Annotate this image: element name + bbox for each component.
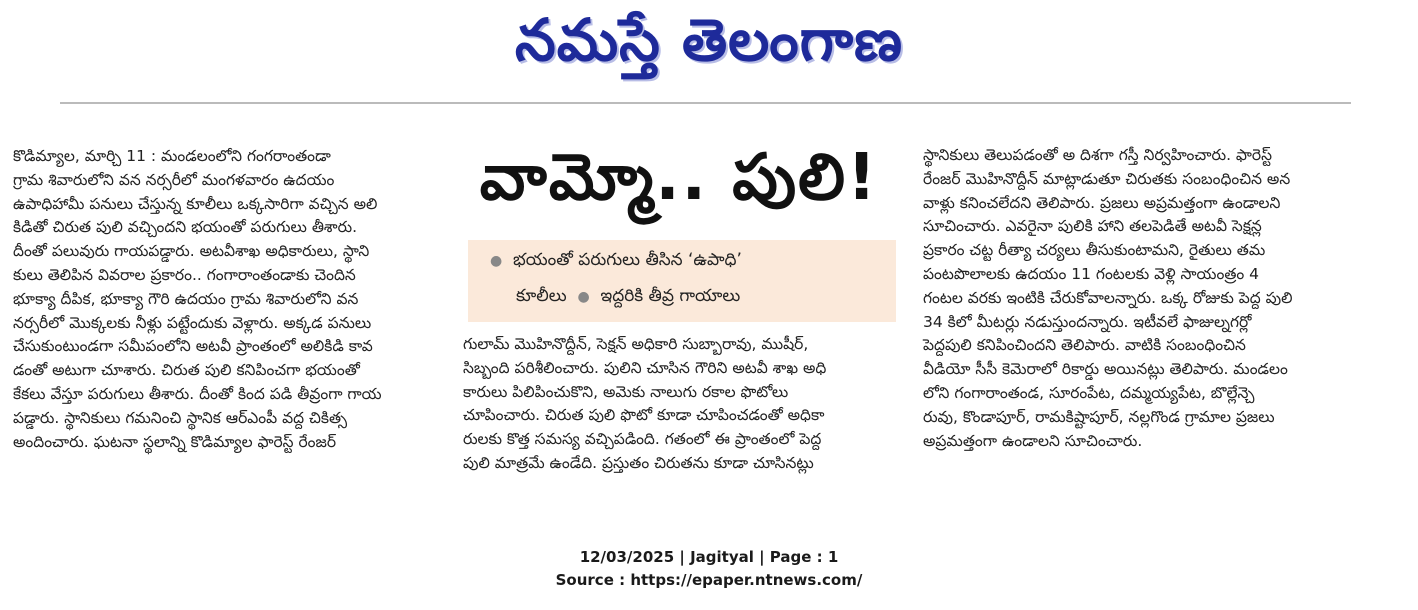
col3-line: పంటపొలాలకు ఉదయం 11 గంటలకు వెళ్లి సాయంత్రం 4 (923, 264, 1260, 283)
subheadline-line-1 (490, 250, 742, 274)
col2-line: రులకు కొత్త సమస్య వచ్చిపడింది. గతంలో ఈ ప్రాంతంలో పెద్ద (463, 430, 822, 449)
col1-line: గ్రామ శివారులోని వన నర్సరీలో మంగళవారం ఉదయం (13, 170, 335, 189)
newspaper-masthead: నమస్తే తెలంగాణ (515, 6, 903, 74)
col3-line: వాళ్లు కనించలేదని తెలిపారు. ప్రజలు అప్రమత్తంగా ఉండాలని (923, 193, 1281, 212)
subheadline-text: భయంతో పరుగులు తీసిన ‘ఉపాధి’ (513, 250, 742, 270)
bullet-icon: ● (577, 289, 590, 305)
col3-line: రువు, కొండాపూర్, రామకిష్టాపూర్, నల్లగొండ గ్రామాల ప్రజలు (923, 407, 1275, 426)
col2-line: పులి మాత్రమే ఉండేది. ప్రస్తుతం చిరుతను కూడా చూసినట్లు (463, 453, 814, 472)
col3-line: గంటల వరకు ఇంటికి చేరుకోవాలన్నారు. ఒక్క రోజుకు పెద్ద పులి (923, 288, 1293, 307)
col1-line: పడ్డారు. స్థానికులు గమనించి స్థానిక ఆర్ఎంపీ వద్ద చికిత్స (13, 408, 347, 427)
col2-line: గులామ్ మొహినొద్దీన్, సెక్షన్ అధికారి సుబ్బారావు, ముషీర్, (463, 335, 809, 353)
col3-line: అప్రమత్తంగా ఉండాలని సూచించారు. (923, 431, 1143, 450)
footer-source-line: Source : https://epaper.ntnews.com/ (555, 571, 863, 589)
col1-line: నర్సరీలో మొక్కలకు నీళ్లు పట్టేందుకు వెళ్లారు. అక్కడ పనులు (13, 313, 372, 332)
col1-line: భూక్యా దీపిక, భూక్యా గౌరి ఉదయం గ్రామ శివారులోని వన (13, 289, 359, 308)
col1-line: ఉపాధిహామీ పనులు చేస్తున్న కూలీలు ఒక్కసారిగా వచ్చిన అలి (13, 194, 378, 213)
col3-line: సూచించారు. ఎవరైనా పులికి హాని తలపెడితే అటవీ సెక్షన్ల (923, 217, 1262, 236)
col1-line: దీంతో పలువురు గాయపడ్డారు. అటవీశాఖ అధికారులు, స్థాని (13, 242, 370, 261)
article-headline: వామ్మో.. పులి! (479, 141, 879, 215)
col2-line: కారులు పిలిపించుకొని, అమెకు నాలుగు రకాల ఫొటోలు (463, 382, 789, 401)
col3-line: పెద్దపులి కనిపించిందని తెలిపారు. వాటికి సంబంధించిన (923, 336, 1246, 355)
masthead-divider (60, 102, 1351, 104)
col1-line: కిడితో చిరుత పులి వచ్చిందని భయంతో పరుగులు తీశారు. (13, 218, 358, 237)
col2-line: సిబ్బంది పరిశీలించారు. పులిని చూసిన గౌరిని అటవీ శాఖ అధి (463, 358, 827, 377)
article-column-3 (923, 144, 1347, 453)
col1-line: కేకలు వేస్తూ పరుగులు తీశారు. దీంతో కింద పడి తీవ్రంగా గాయ (13, 384, 382, 403)
col3-line: 34 కిలో మీటర్లు నడుస్తుందన్నారు. ఇటీవలే ఫాజుల్నగర్లో (923, 312, 1252, 331)
col3-line: లోని గంగారాంతండ, సూరంపేట, దమ్మయ్యపేట, బొల్లేన్చె (923, 383, 1255, 402)
col3-line: ప్రకారం చట్ట రీత్యా చర్యలు తీసుకుంటామని, రైతులు తమ (923, 241, 1266, 260)
subheadline-text: కూలీలు (516, 286, 567, 306)
col1-line: డంతో అటుగా చూశారు. చిరుత పులి కనిపించగా భయంతో (13, 361, 360, 380)
col1-line: కొడిమ్యాల, మార్చి 11 : మండలంలోని గంగరాంతండా (13, 147, 331, 165)
col1-line: చేసుకుంటుండగా సమీపంలోని అటవీ ప్రాంతంలో అలికిడి కావ (13, 337, 373, 356)
subheadline-line-2 (516, 286, 740, 310)
article-column-2 (463, 333, 896, 476)
col3-line: స్థానికులు తెలుపడంతో అ దిశగా గస్తీ నిర్వహించారు. ఫారెస్ట్ (923, 146, 1272, 164)
col2-line: చూపించారు. చిరుత పులి ఫొటో కూడా చూపించడంతో అధికా (463, 406, 825, 425)
bullet-icon: ● (490, 253, 503, 269)
footer-date-line: 12/03/2025 | Jagityal | Page : 1 (579, 548, 839, 566)
article-column-1 (13, 145, 443, 454)
col3-line: వీడియో సీసీ కెమెరాలో రికార్డు అయినట్లు తెలిపారు. మండలం (923, 360, 1288, 379)
col3-line: రేంజర్ మొహినొద్దీన్ మాట్లాడుతూ చిరుతకు సంబంధించిన అన (923, 169, 1291, 188)
col1-line: కులు తెలిపిన వివరాల ప్రకారం.. గంగారాంతండాకు చెందిన (13, 265, 356, 284)
col1-line: అందించారు. ఘటనా స్థలాన్ని కొడిమ్యాల ఫారెస్ట్ రేంజర్ (13, 432, 337, 451)
subheadline-box (468, 240, 896, 322)
subheadline-text: ఇద్దరికి తీవ్ర గాయాలు (600, 286, 741, 306)
